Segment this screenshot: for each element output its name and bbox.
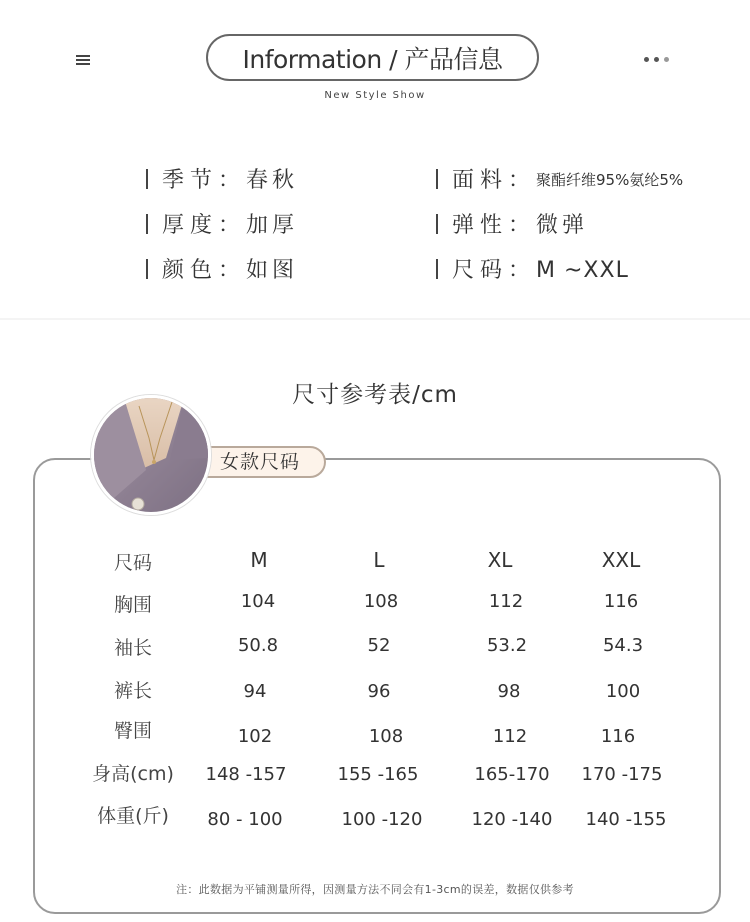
table-cell: 108 xyxy=(368,726,404,747)
row-label-weight: 体重(斤) xyxy=(97,805,169,827)
page-subtitle: New Style Show xyxy=(324,90,426,101)
table-cell: 50.8 xyxy=(237,635,279,656)
row-label-height: 身高(cm) xyxy=(92,763,174,785)
column-header-xl: XL xyxy=(487,548,513,572)
column-header-size: 尺码 xyxy=(113,552,153,574)
table-cell: 96 xyxy=(367,681,391,702)
table-cell: 104 xyxy=(240,591,276,612)
table-cell: 98 xyxy=(497,681,521,702)
table-cell: 54.3 xyxy=(602,635,644,656)
table-cell: 52 xyxy=(367,635,391,656)
info-fabric: 面料：聚酯纤维95%氨纶5% xyxy=(436,163,683,194)
column-header-m: M xyxy=(250,548,268,572)
table-cell: 80 - 100 xyxy=(207,809,283,830)
table-cell: 108 xyxy=(363,591,399,612)
size-chart-title: 尺寸参考表/cm xyxy=(292,382,458,408)
size-chart-tag: 女款尺码 xyxy=(170,446,326,478)
row-label-chest: 胸围 xyxy=(113,594,153,616)
more-options-icon[interactable] xyxy=(644,57,669,62)
table-cell: 140 -155 xyxy=(585,809,667,830)
table-cell: 116 xyxy=(603,591,639,612)
table-cell: 100 -120 xyxy=(341,809,423,830)
info-size: 尺码：M ~XXL xyxy=(436,253,629,284)
info-elasticity: 弹性：微弹 xyxy=(436,208,588,239)
table-cell: 165-170 xyxy=(474,764,550,785)
table-cell: 120 -140 xyxy=(471,809,553,830)
table-cell: 100 xyxy=(605,681,641,702)
table-cell: 53.2 xyxy=(486,635,528,656)
table-cell: 116 xyxy=(600,726,636,747)
column-header-xxl: XXL xyxy=(601,548,641,572)
row-label-pants-length: 裤长 xyxy=(113,680,153,702)
table-cell: 170 -175 xyxy=(581,764,663,785)
page-title: Information / 产品信息 xyxy=(206,34,539,81)
menu-icon[interactable] xyxy=(76,55,90,65)
table-cell: 112 xyxy=(492,726,528,747)
product-thumbnail-image xyxy=(91,395,211,515)
table-cell: 148 -157 xyxy=(205,764,287,785)
section-divider xyxy=(0,318,750,320)
row-label-sleeve: 袖长 xyxy=(113,637,153,659)
table-cell: 102 xyxy=(237,726,273,747)
table-cell: 94 xyxy=(243,681,267,702)
info-season: 季节：春秋 xyxy=(146,163,298,194)
table-cell: 112 xyxy=(488,591,524,612)
info-thickness: 厚度：加厚 xyxy=(146,208,298,239)
table-cell: 155 -165 xyxy=(337,764,419,785)
product-info-section xyxy=(0,0,750,318)
info-color: 颜色：如图 xyxy=(146,253,298,284)
measurement-note: 注：此数据为平铺测量所得，因测量方法不同会有1-3cm的误差，数据仅供参考 xyxy=(176,883,574,896)
column-header-l: L xyxy=(373,548,385,572)
row-label-hip: 臀围 xyxy=(113,720,153,742)
